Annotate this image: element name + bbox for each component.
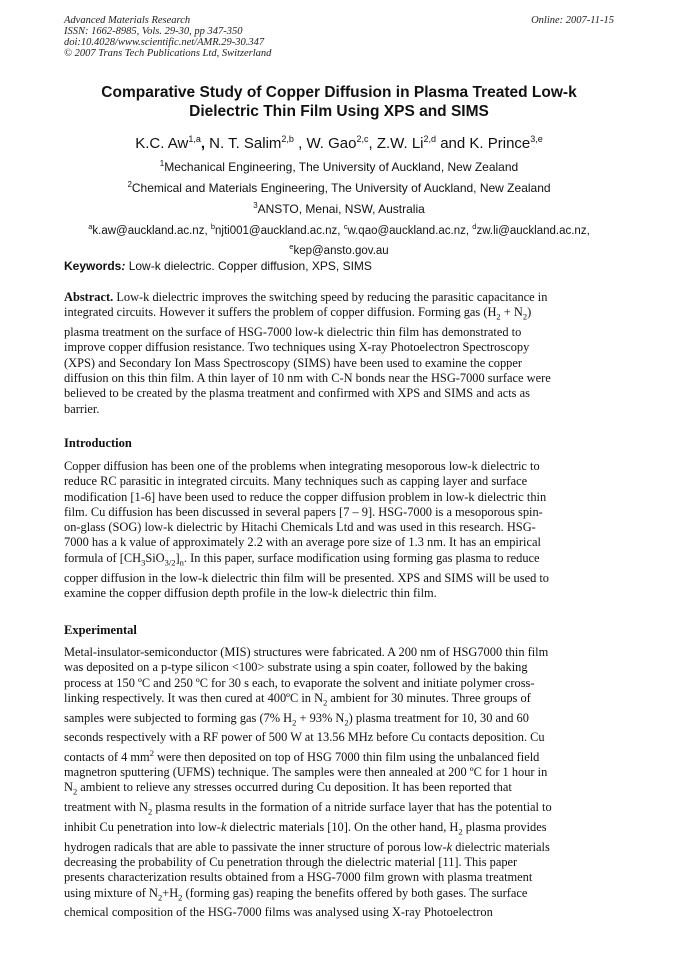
body-line: copper diffusion in the low-k dielectric thin film will be presented. XPS and SIMS will be used to — [64, 570, 549, 585]
abstract-line: barrier. — [64, 401, 100, 416]
body-line: + 93% N — [296, 710, 345, 725]
abstract — [64, 290, 616, 417]
author-sep: , — [368, 135, 377, 152]
body-line: 7000 has a k value of approximately 2.2 with an average pore size of 1.3 nm. It has an empirical — [64, 535, 541, 550]
body-line: were then deposited on top of HSG 7000 thin film using the unbalanced field — [153, 749, 540, 764]
email: njti001@auckland.ac.nz, — [215, 224, 344, 237]
body-line: on-glass (SOG) low-k dielectric by Hitachi Chemicals Ltd and was used in this research. HSG- — [64, 520, 536, 535]
body-line: presents characterization results obtained from a HSG-7000 film grown with plasma treatment — [64, 870, 533, 885]
body-line: seconds respectively with a RF power of 500 W at 13.56 MHz before Cu contacts deposition. Cu — [64, 730, 545, 745]
aff-text: Chemical and Materials Engineering, The University of Auckland, New Zealand — [131, 181, 551, 195]
body-line: magnetron sputtering (UFMS) technique. The samples were then annealed at 200 ºC for 1 hour in — [64, 765, 548, 780]
author-name: Z.W. Li — [376, 135, 424, 152]
author-sup: 2,d — [423, 134, 437, 144]
subscript: 2 — [344, 717, 349, 728]
aff-sup: 1 — [159, 159, 165, 168]
body-line: treatment with N — [64, 800, 148, 815]
doi: doi:10.4028/www.scientific.net/AMR.29-30.347 — [64, 37, 265, 48]
body-line: samples were subjected to forming gas (7% H — [64, 710, 293, 725]
abstract-line: believed to be created by the plasma treatment and confirmed with XPS and SIMS and acts as — [64, 386, 530, 401]
abstract-line: + N — [500, 305, 523, 320]
keywords-colon: : — [121, 259, 126, 273]
body-line: plasma provides — [462, 819, 547, 834]
subscript: 3 — [141, 557, 146, 568]
abstract-line: diffusion on this thin film. A thin layer of 10 nm with C-N bonds near the HSG-7000 surface were — [64, 370, 551, 385]
body-line: process at 150 ºC and 250 ºC for 30 s each, to evaporate the solvent and initiate polymer cross- — [64, 675, 535, 690]
subscript: 2 — [157, 892, 163, 903]
email: kep@ansto.gov.au — [293, 244, 389, 257]
body-line: contacts of 4 mm — [64, 749, 150, 764]
abstract-line: ) — [527, 305, 532, 320]
email-sup: a — [88, 222, 93, 231]
body-line: ambient for 30 minutes. Three groups of — [327, 690, 531, 705]
body-line: dielectric materials [10]. On the other hand, H — [226, 819, 459, 834]
online-date: Online: 2007-11-15 — [531, 15, 614, 26]
body-line: chemical composition of the HSG-7000 films was analysed using X-ray Photoelectron — [64, 905, 493, 920]
keywords — [64, 259, 624, 273]
body-line: formula of [CH — [64, 550, 142, 565]
italic-k: k — [220, 819, 227, 834]
experimental-body — [64, 645, 616, 921]
email: w.qao@auckland.ac.nz, — [347, 224, 473, 237]
subscript: 2 — [72, 786, 78, 797]
abstract-line: plasma treatment on the surface of HSG-7000 low-k dielectric thin film has demonstrated to — [64, 325, 522, 340]
body-line: SiO — [145, 550, 165, 565]
body-line: (forming gas) reaping the benefits offered by both gases. The surface — [182, 885, 528, 900]
aff-sup: 3 — [253, 201, 258, 210]
affiliation-3 — [40, 199, 638, 216]
keywords-label: Keywords — [64, 259, 122, 273]
subscript: 2 — [292, 717, 297, 728]
email: zw.li@auckland.ac.nz, — [476, 224, 590, 237]
body-line: dielectric materials — [452, 839, 550, 854]
email-sup: e — [289, 241, 294, 251]
body-line: Metal-insulator-semiconductor (MIS) structures were fabricated. A 200 nm of HSG7000 thin film — [64, 645, 549, 659]
subscript: 2 — [458, 826, 463, 837]
author-sep: and — [436, 135, 470, 152]
author-sup: 2,b — [281, 134, 294, 144]
aff-sup: 2 — [127, 180, 132, 189]
keywords-text: Low-k dielectric. Copper diffusion, XPS, SIMS — [125, 259, 372, 273]
journal-name: Advanced Materials Research — [64, 15, 191, 26]
body-line: reduce RC parasitic in integrated circuits. Many techniques such as capping layer and surface — [64, 474, 528, 489]
affiliation-1 — [40, 157, 638, 174]
author-name: N. T. Salim — [209, 135, 282, 152]
subscript: 2 — [323, 697, 328, 708]
email-sup: d — [472, 222, 477, 231]
body-line: hydrogen radicals that are able to passivate the inner structure of porous low- — [64, 839, 447, 854]
abstract-line: integrated circuits. However it suffers the problem of copper diffusion. Forming gas (H — [64, 305, 497, 320]
body-line: examine the copper diffusion depth profile in the low-k dielectric thin film. — [64, 585, 437, 600]
body-line: plasma results in the formation of a nitride surface layer that has the potential to — [152, 800, 552, 815]
body-line: ] — [175, 550, 180, 565]
author-sup: 3,e — [530, 134, 543, 144]
body-line: inhibit Cu penetration into low- — [64, 819, 221, 834]
abstract-line: (XPS) and Secondary Ion Mass Spectroscopy (SIMS) have been used to examine the copper — [64, 355, 522, 370]
copyright: © 2007 Trans Tech Publications Ltd, Switzerland — [64, 48, 272, 59]
italic-k: k — [446, 839, 453, 854]
abstract-line: improve copper diffusion resistance. Two techniques using X-ray Photoelectron Spectroscopy — [64, 340, 530, 355]
body-line: . In this paper, surface modification using forming gas plasma to reduce — [183, 550, 540, 565]
subscript: 2 — [496, 311, 501, 322]
subscript: 2 — [178, 892, 183, 903]
author-sep: , — [200, 135, 210, 152]
author-name: K.C. Aw — [135, 135, 189, 152]
journal-header — [64, 15, 271, 59]
author-emails — [60, 219, 618, 259]
subscript: 2 — [522, 311, 528, 322]
subscript: 2 — [147, 806, 153, 817]
body-line: ) plasma treatment for 10, 30 and 60 — [348, 710, 529, 725]
email-sup: c — [343, 222, 348, 231]
aff-text: Mechanical Engineering, The University of Auckland, New Zealand — [164, 160, 519, 174]
affiliation-2 — [40, 178, 638, 195]
issn: ISSN: 1662-8985, Vols. 29-30, pp 347-350 — [64, 26, 243, 37]
body-line: ambient to relieve any stresses occurred during Cu deposition. It has been reported that — [77, 780, 512, 795]
superscript: 2 — [149, 747, 154, 758]
body-line: film. Cu diffusion has been discussed in several papers [7 – 9]. HSG-7000 is a mesoporous spin- — [64, 504, 543, 519]
paper-title — [40, 83, 638, 121]
author-sup: 2,c — [356, 134, 369, 144]
author-list — [40, 130, 638, 153]
author-name: K. Prince — [469, 135, 531, 152]
introduction-body — [64, 459, 616, 601]
author-sup: 1,a — [188, 134, 201, 144]
body-line: linking respectively. It was then cured at 400ºC in N — [64, 690, 324, 705]
abstract-line: Low-k dielectric improves the switching speed by reducing the parasitic capacitance in — [113, 290, 548, 304]
email-sup: b — [210, 222, 216, 231]
aff-text: ANSTO, Menai, NSW, Australia — [257, 202, 425, 216]
body-line: decreasing the probability of Cu penetration through the dielectric material [11]. This paper — [64, 855, 518, 870]
body-line: modification [1-6] have been used to reduce the copper diffusion problem in low-k dielectric thin — [64, 489, 547, 504]
body-line: +H — [162, 885, 179, 900]
body-line: N — [64, 780, 73, 795]
body-line: was deposited on a p-type silicon <100> substrate using a spin coater, followed by the baking — [64, 660, 528, 675]
abstract-label: Abstract. — [64, 290, 114, 304]
subscript: n — [179, 557, 184, 568]
title-line-2: Dielectric Thin Film Using XPS and SIMS — [189, 103, 489, 120]
experimental-heading: Experimental — [64, 623, 137, 637]
body-line: using mixture of N — [64, 885, 158, 900]
introduction-heading: Introduction — [64, 436, 132, 450]
title-line-1: Comparative Study of Copper Diffusion in Plasma Treated Low-k — [101, 84, 577, 101]
author-name: W. Gao — [306, 135, 357, 152]
email: k.aw@auckland.ac.nz, — [92, 224, 211, 237]
subscript: 3/2 — [164, 557, 176, 568]
author-sep: , — [293, 135, 307, 152]
body-line: Copper diffusion has been one of the problems when integrating mesoporous low-k dielectric to — [64, 459, 540, 473]
